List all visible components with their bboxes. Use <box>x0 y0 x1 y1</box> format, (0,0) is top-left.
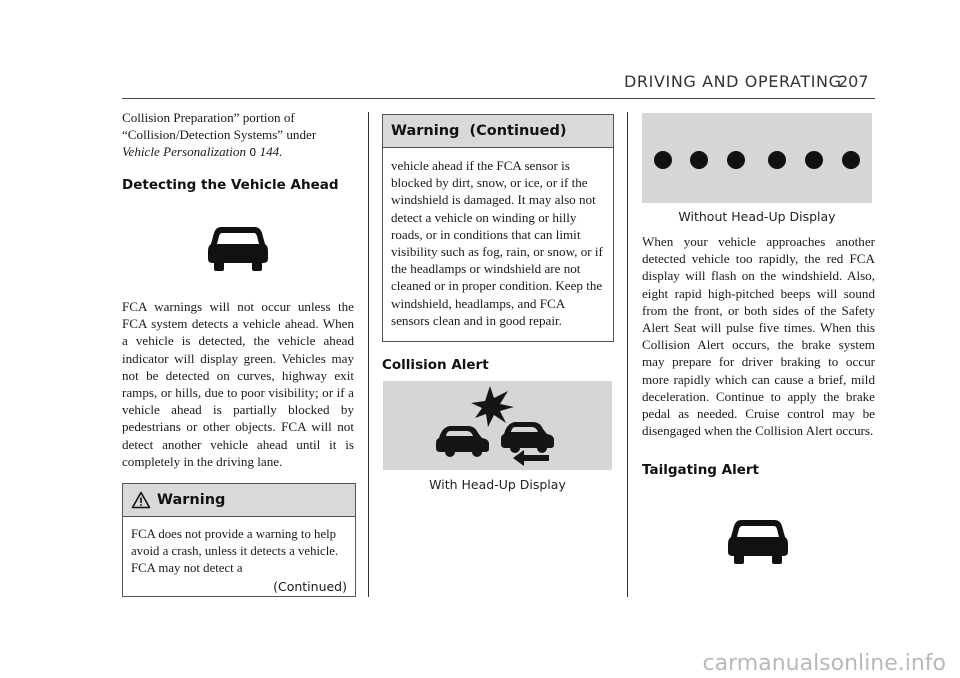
tailgating-vehicle-icon <box>727 516 789 564</box>
intro-line-2: “Collision/Detection Systems” under <box>122 127 317 143</box>
detecting-paragraph: FCA warnings will not occur unless the FCA system detects a vehicle ahead. When a vehicle is detected, the vehicle ahead indicator will display green. Vehicles may not be detected on curves, highway exit ramps, or hills, due to poor visibility; or if a vehicle ahead is partially blocked by pedestrians or other objects. FCA will not detect another vehicle ahead until it is completely in the driving lane. <box>122 299 354 469</box>
collision-alert-hud-image <box>383 381 612 470</box>
running-header-title: DRIVING AND OPERATING <box>624 72 842 91</box>
column-divider-2 <box>627 112 628 597</box>
warning-continued-body <box>383 148 613 335</box>
warning-triangle-icon <box>131 491 151 509</box>
header-rule <box>122 98 875 99</box>
vehicle-ahead-icon <box>207 223 269 271</box>
intro-italic-ref: Vehicle Personalization <box>122 144 247 160</box>
warning-continued-header <box>383 115 613 148</box>
collision-alert-graphic <box>383 381 612 470</box>
detecting-paragraph-wrap <box>122 298 354 470</box>
intro-text <box>122 109 354 162</box>
warning-body <box>123 517 355 600</box>
intro-page-ref[interactable]: 144. <box>259 144 283 160</box>
warning-continued-box <box>382 114 614 342</box>
warning-continued-label: (Continued) <box>273 578 347 594</box>
watermark-text: carmanualsonline.info <box>702 651 946 676</box>
fca-light-dots <box>642 113 872 203</box>
warning-continued-title: Warning (Continued) <box>391 123 567 139</box>
warning-header <box>123 484 355 517</box>
caption-with-hud: With Head-Up Display <box>429 477 566 492</box>
caption-without-hud: Without Head-Up Display <box>678 209 836 224</box>
collision-alert-paragraph: When your vehicle approaches another detected vehicle too rapidly, the red FCA display will flash on the windshield. Also, eight rapid high-pitched beeps will sound from the front, or both sides of the Safety Alert Seat will pulse five times. When this Collision Alert occurs, the brake system may prepare for driver braking to occur more rapidly which can cause a brief, mild deceleration. Continue to apply the brake pedal as needed. Cruise control may be disengaged when the Collision Alert occurs. <box>642 234 875 439</box>
reference-arrow-glyph: 0 <box>249 146 257 160</box>
section-heading-tailgating: Tailgating Alert <box>642 462 760 478</box>
section-heading-detecting: Detecting the Vehicle Ahead <box>122 176 339 193</box>
warning-text: FCA does not provide a warning to help avoid a crash, unless it detects a vehicle. FCA may not detect a <box>131 527 339 576</box>
collision-alert-paragraph-wrap <box>642 233 875 439</box>
column-1 <box>122 109 354 193</box>
warning-box <box>122 483 356 597</box>
intro-line-1: Collision Preparation” portion of <box>122 110 295 125</box>
red-fca-lights-image <box>642 113 872 203</box>
warning-title: Warning <box>157 492 226 508</box>
warning-continued-text: vehicle ahead if the FCA sensor is blocked by dirt, snow, or ice, or if the windshield is damaged. It may also not detect a vehicle on winding or hilly roads, or in conditions that can limit visibility such as fog, rain, or snow, or if the headlamps or windshield are not cleaned or in proper condition. Keep the windshield, headlamps, and FCA sensors clean and in good repair. <box>391 158 603 328</box>
section-heading-collision-alert: Collision Alert <box>382 357 489 373</box>
column-divider-1 <box>368 112 369 597</box>
page-number: 207 <box>838 72 869 91</box>
